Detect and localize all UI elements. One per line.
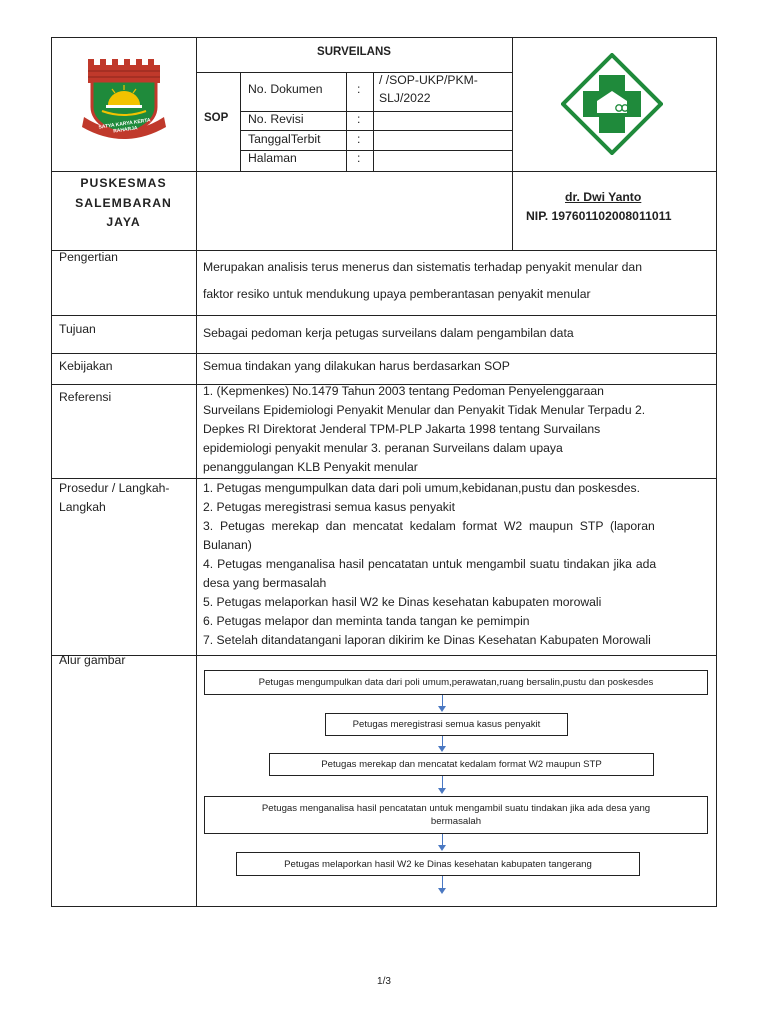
prosedur-step: 1. Petugas mengumpulkan data dari poli umum,kebidanan,pustu dan poskesdes. [203,481,641,495]
org-name-line2: SALEMBARAN [75,196,172,210]
prosedur-label-line2: Langkah [59,500,106,514]
doc-number-value: / /SOP-UKP/PKM- [379,73,478,87]
sop-title: SURVEILANS [317,46,391,58]
publish-date-colon: : [357,132,361,146]
prosedur-step: 7. Setelah ditandatangani laporan dikirim ke Dinas Kesehatan Kabupaten Morowali [203,633,651,647]
referensi-line: epidemiologi penyakit menular 3. peranan Surveilans dalam upaya [203,441,563,455]
org-name-line3: JAYA [106,215,141,229]
signer-name: dr. Dwi Yanto [565,190,642,204]
flow-step-text: Petugas menganalisa hasil pencatatan untuk mengambil suatu tindakan jika ada desa yang [261,803,651,814]
doc-number-value-cont: SLJ/2022 [379,91,431,105]
flow-step-report [236,852,640,876]
tujuan-label: Tujuan [59,322,96,336]
emblem-motto: SATYA KARYA KERTA RAHARJA [98,117,151,135]
sop-label: SOP [204,112,229,124]
pengertian-label: Pengertian [59,250,118,264]
flow-step-text-cont: bermasalah [430,816,482,827]
kebijakan-text: Semua tindakan yang dilakukan harus berdasarkan SOP [203,359,510,373]
prosedur-step: 6. Petugas melapor dan meminta tanda tangan ke pemimpin [203,614,530,628]
prosedur-step: 2. Petugas meregistrasi semua kasus penyakit [203,500,455,514]
revision-label: No. Revisi [248,112,304,126]
prosedur-step: Bulanan) [203,538,252,552]
flow-step-analyze [204,796,708,834]
prosedur-label-line1: Prosedur / Langkah- [59,481,170,495]
referensi-line: 1. (Kepmenkes) No.1479 Tahun 2003 tentang Pedoman Penyelenggaraan [203,384,604,398]
pengertian-text-line1: Merupakan analisis terus menerus dan sistematis terhadap penyakit menular dan [203,260,642,274]
pengertian-text-line2: faktor resiko untuk mendukung upaya pemberantasan penyakit menular [203,287,591,301]
kebijakan-label: Kebijakan [59,359,113,373]
flow-step-recap [269,753,654,776]
prosedur-step: desa yang bermasalah [203,576,327,590]
flow-step-register [325,713,568,736]
flow-step-text: Petugas meregistrasi semua kasus penyakit [352,719,541,730]
page-number: 1/3 [377,976,391,987]
doc-number-colon: : [357,82,361,96]
referensi-line: Surveilans Epidemiologi Penyakit Menular dan Penyakit Tidak Menular Terpadu 2. [203,403,646,417]
flow-step-text: Petugas melaporkan hasil W2 ke Dinas kesehatan kabupaten tangerang [284,858,592,870]
page-label: Halaman [248,151,297,165]
puskesmas-logo-icon [561,53,663,155]
flow-step-collect [204,670,708,695]
flow-step-text: Petugas merekap dan mencatat kedalam format W2 maupun STP [321,759,602,770]
referensi-line: penanggulangan KLB Penyakit menular [203,460,418,474]
org-name-line1: PUSKESMAS [80,176,167,190]
tujuan-text: Sebagai pedoman kerja petugas surveilans dalam pengambilan data [203,326,574,340]
doc-number-label: No. Dokumen [248,82,323,96]
revision-colon: : [357,112,361,126]
alur-label: Alur gambar [59,653,126,667]
prosedur-step: 5. Petugas melaporkan hasil W2 ke Dinas kesehatan kabupaten morowali [203,595,602,609]
referensi-label: Referensi [59,390,112,404]
referensi-line: Depkes RI Direktorat Jenderal TPM-PLP Jakarta 1998 tentang Survailans [203,422,601,436]
prosedur-step: 4. Petugas menganalisa hasil pencatatan untuk mengambil suatu tindakan jika ada [203,557,657,571]
flow-step-text: Petugas mengumpulkan data dari poli umum,perawatan,ruang bersalin,pustu dan poskesdes [258,677,654,688]
prosedur-step: 3. Petugas merekap dan mencatat kedalam format W2 maupun STP (laporan [203,519,655,533]
signer-nip: NIP. 197601102008011011 [526,209,672,223]
publish-date-label: TanggalTerbit [248,132,321,146]
page-colon: : [357,151,361,165]
